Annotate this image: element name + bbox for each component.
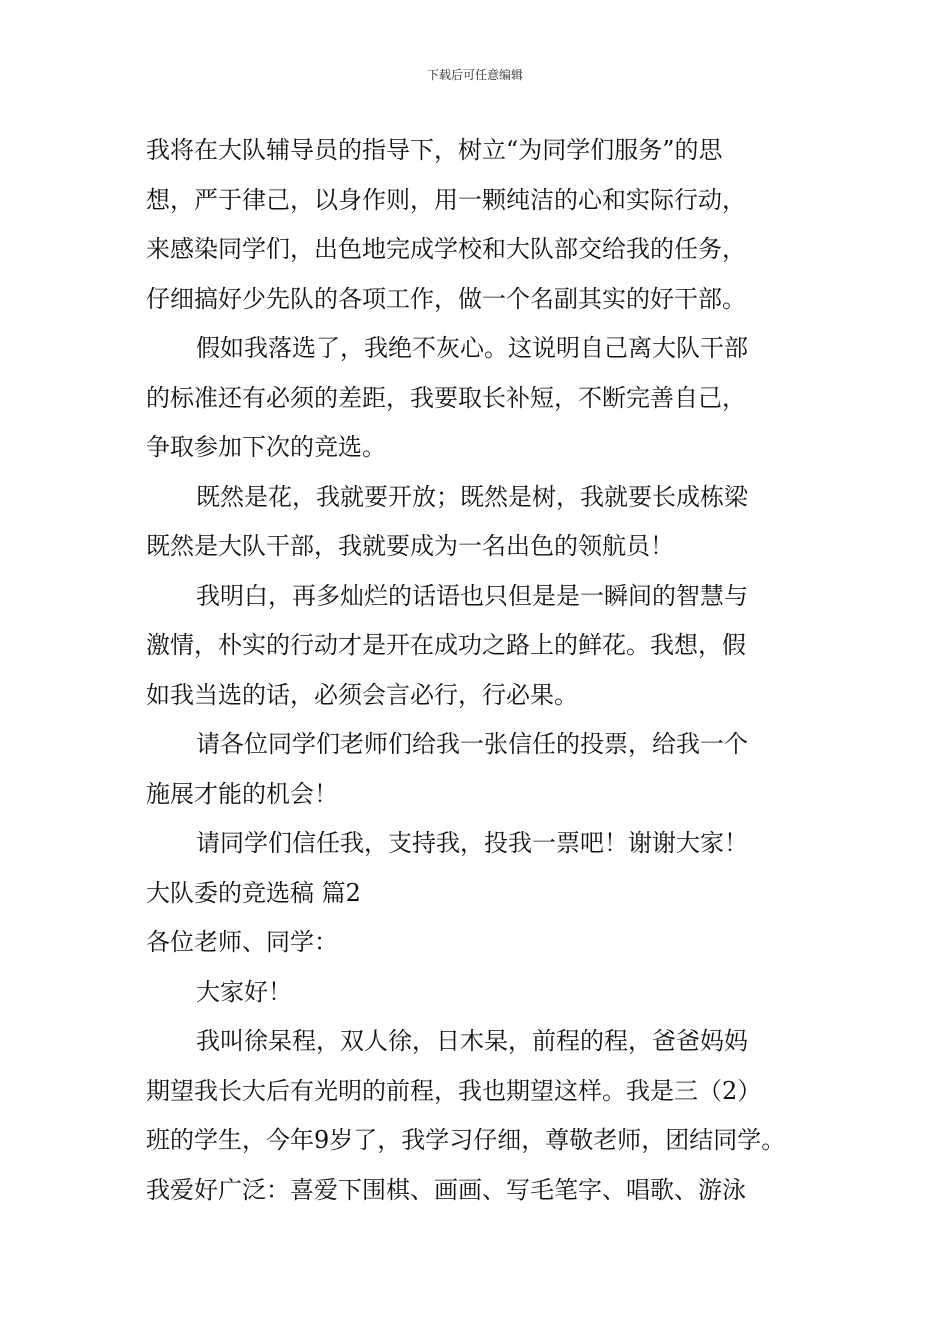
text-line: 争取参加下次的竞选。 xyxy=(146,433,386,461)
salutation: 各位老师、同学： xyxy=(146,928,338,956)
text-line: 我叫徐杲程，双人徐，日木杲，前程的程，爸爸妈妈 xyxy=(196,1027,748,1055)
text-line: 想，严于律己，以身作则，用一颗纯洁的心和实际行动， xyxy=(146,185,746,214)
text-line: 请各位同学们老师们给我一张信任的投票，给我一个 xyxy=(196,730,748,758)
text-line: 我明白，再多灿烂的话语也只但是是一瞬间的智慧与 xyxy=(196,581,748,610)
text-line: 假如我落选了，我绝不灰心。这说明自己离大队干部 xyxy=(196,334,748,362)
greeting: 大家好！ xyxy=(196,977,292,1006)
text-line: 我将在大队辅导员的指导下，树立“为同学们服务”的思 xyxy=(146,136,723,164)
text-line: 我爱好广泛：喜爱下围棋、画画、写毛笔字、唱歌、游泳 xyxy=(146,1175,746,1204)
text-line: 来感染同学们，出色地完成学校和大队部交给我的任务， xyxy=(146,235,746,263)
text-line: 仔细搞好少先队的各项工作，做一个名副其实的好干部。 xyxy=(146,284,746,313)
text-line: 的标准还有必须的差距，我要取长补短，不断完善自己， xyxy=(146,383,746,412)
text-line: 激情，朴实的行动才是开在成功之路上的鲜花。我想，假 xyxy=(146,631,746,659)
document-body xyxy=(146,126,826,1215)
text-line: 既然是大队干部，我就要成为一名出色的领航员！ xyxy=(146,532,674,560)
page-header: 下载后可任意编辑 xyxy=(426,68,523,82)
text-line: 既然是花，我就要开放；既然是树，我就要长成栋梁 xyxy=(196,482,748,511)
text-line: 如我当选的话，必须会言必行，行必果。 xyxy=(146,680,578,709)
text-line: 请同学们信任我，支持我，投我一票吧！谢谢大家！ xyxy=(196,829,748,857)
section-title: 大队委的竞选稿 篇2 xyxy=(146,878,361,907)
text-line: 班的学生，今年9岁了，我学习仔细，尊敬老师，团结同学。 xyxy=(146,1126,786,1154)
text-line: 施展才能的机会！ xyxy=(146,779,338,808)
text-line: 期望我长大后有光明的前程，我也期望这样。我是三（2） xyxy=(146,1076,762,1105)
